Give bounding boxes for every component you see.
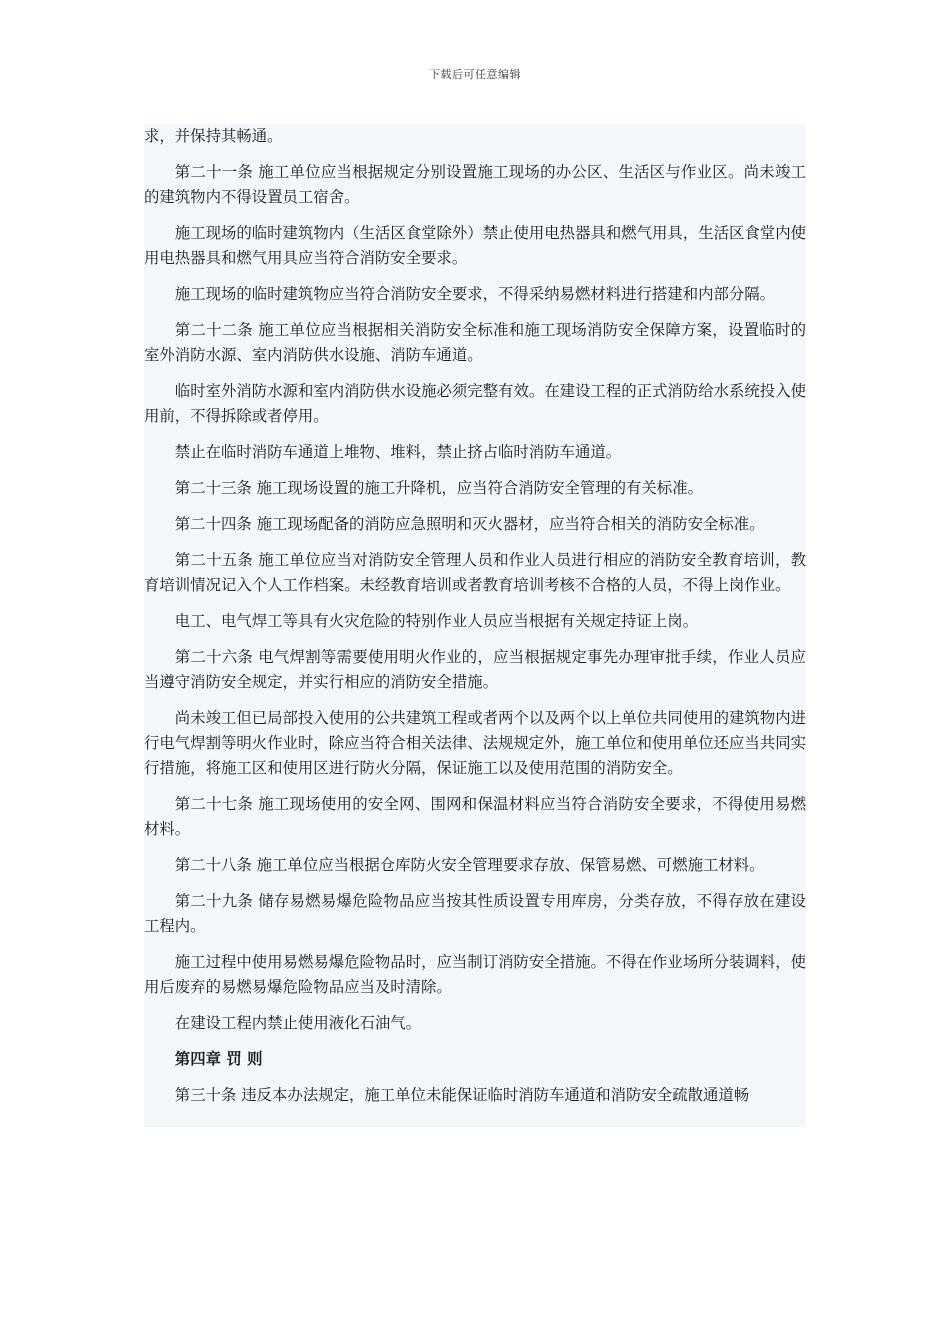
paragraph: 第二十五条 施工单位应当对消防安全管理人员和作业人员进行相应的消防安全教育培训，教育培训情况记入个人工作档案。未经教育培训或者教育培训考核不合格的人员，不得上岗作业。	[144, 551, 806, 594]
paragraph: 禁止在临时消防车通道上堆物、堆料，禁止挤占临时消防车通道。	[174, 443, 622, 461]
paragraph: 第二十六条 电气焊割等需要使用明火作业的，应当根据规定事先办理审批手续，作业人员应当遵守消防安全规定，并实行相应的消防安全措施。	[144, 648, 806, 691]
paragraph: 施工现场的临时建筑物内（生活区食堂除外）禁止使用电热器具和燃气用具，生活区食堂内使用电热器具和燃气用具应当符合消防安全要求。	[144, 224, 806, 267]
paragraph: 施工现场的临时建筑物应当符合消防安全要求，不得采纳易燃材料进行搭建和内部分隔。	[174, 285, 776, 303]
paragraph: 第二十四条 施工现场配备的消防应急照明和灭火器材，应当符合相关的消防安全标准。	[174, 515, 765, 533]
paragraph: 第二十七条 施工现场使用的安全网、围网和保温材料应当符合消防安全要求，不得使用易燃材料。	[144, 795, 806, 838]
paragraph: 第二十一条 施工单位应当根据规定分别设置施工现场的办公区、生活区与作业区。尚未竣工的建筑物内不得设置员工宿舍。	[144, 163, 806, 206]
page-header: 下载后可任意编辑	[429, 68, 521, 81]
paragraph: 电工、电气焊工等具有火灾危险的特别作业人员应当根据有关规定持证上岗。	[174, 612, 699, 630]
paragraph: 求，并保持其畅通。	[144, 127, 283, 145]
paragraph: 第二十三条 施工现场设置的施工升降机，应当符合消防安全管理的有关标准。	[174, 479, 703, 497]
paragraph: 第二十二条 施工单位应当根据相关消防安全标准和施工现场消防安全保障方案，设置临时的室外消防水源、室内消防供水设施、消防车通道。	[144, 321, 806, 364]
paragraph: 在建设工程内禁止使用液化石油气。	[174, 1014, 422, 1032]
paragraph: 施工过程中使用易燃易爆危险物品时，应当制订消防安全措施。不得在作业场所分装调料，使用后废弃的易燃易爆危险物品应当及时清除。	[144, 953, 806, 996]
paragraph: 尚未竣工但已局部投入使用的公共建筑工程或者两个以及两个以上单位共同使用的建筑物内进行电气焊割等明火作业时，除应当符合相关法律、法规规定外，施工单位和使用单位还应当共同实行措施，将施工区和使用区进行防火分隔，保证施工以及使用范围的消防安全。	[144, 709, 806, 777]
paragraph: 第三十条 违反本办法规定，施工单位未能保证临时消防车通道和消防安全疏散通道畅	[174, 1086, 750, 1104]
paragraph: 临时室外消防水源和室内消防供水设施必须完整有效。在建设工程的正式消防给水系统投入使用前，不得拆除或者停用。	[144, 382, 806, 425]
chapter-heading: 第四章 罚 则	[174, 1050, 263, 1068]
paragraph: 第二十八条 施工单位应当根据仓库防火安全管理要求存放、保管易燃、可燃施工材料。	[174, 856, 765, 874]
document-body	[144, 124, 806, 1127]
paragraph: 第二十九条 储存易燃易爆危险物品应当按其性质设置专用库房，分类存放，不得存放在建设工程内。	[144, 892, 806, 935]
